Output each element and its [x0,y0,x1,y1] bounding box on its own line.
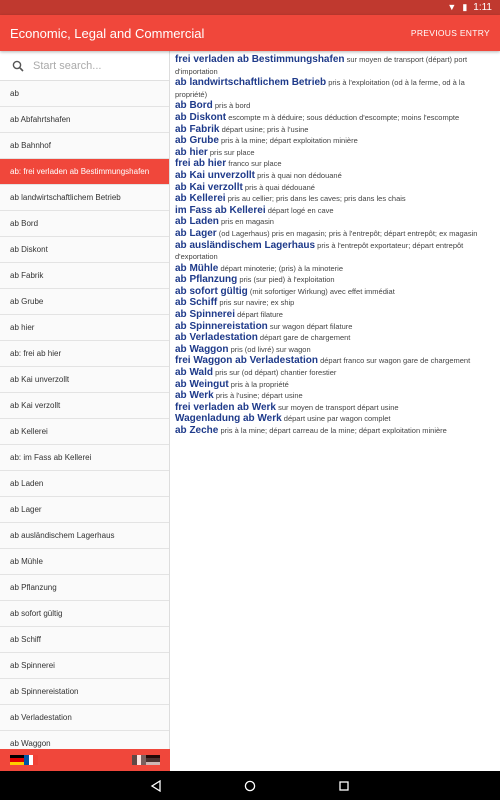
entry-definition: pris (od livré) sur wagon [230,344,311,354]
list-item[interactable]: ab: frei verladen ab Bestimmungshafen [0,159,169,185]
entry-headword[interactable]: ab Zeche [175,425,219,436]
entry-headword[interactable]: ab Weingut [175,378,229,390]
app-bar [0,15,500,51]
dictionary-entry [175,147,496,159]
dictionary-entry [175,54,496,77]
entry-headword[interactable]: ab Lager [175,227,217,239]
list-item[interactable]: ab Schiff [0,627,169,653]
list-item[interactable]: ab: im Fass ab Kellerei [0,445,169,471]
dictionary-entry [175,297,496,309]
dictionary-entry [175,112,496,124]
entry-definition: escompte m à déduire; sous déduction d'escompte; moins l'escompte [228,112,460,122]
entry-headword[interactable]: ab Schiff [175,297,218,309]
entry-headword[interactable]: ab Pflanzung [175,274,238,286]
list-item[interactable]: ab Diskont [0,237,169,263]
dictionary-entry [175,379,496,391]
entry-definition: départ logé en cave [267,205,334,215]
entry-definition: franco sur place [228,159,282,169]
dictionary-entry [175,286,496,298]
list-item[interactable]: ab Bahnhof [0,133,169,159]
list-item[interactable]: ab Fabrik [0,263,169,289]
dictionary-entry [175,309,496,321]
entry-definition: pris à la propriété [230,379,289,389]
entry-headword[interactable]: ab Kai unverzollt [175,169,256,181]
dictionary-entry [175,367,496,379]
dictionary-entry [175,77,496,100]
list-item[interactable]: ab Mühle [0,549,169,575]
entry-headword[interactable]: im Fass ab Kellerei [175,204,266,216]
list-item[interactable]: ab ausländischem Lagerhaus [0,523,169,549]
status-bar [0,0,500,15]
entry-headword[interactable]: ab Diskont [175,111,227,123]
list-item[interactable]: ab [0,81,169,107]
list-item[interactable]: ab Lager [0,497,169,523]
entry-definition: sur moyen de transport (départ) port d'importation [175,55,468,76]
entry-definition: pris à quai dédouané [244,182,315,192]
entry-headword[interactable]: frei ab hier [175,158,227,170]
dictionary-entry [175,413,496,425]
list-item[interactable]: ab Verladestation [0,705,169,731]
entry-headword[interactable]: ab sofort gültig [175,285,248,297]
list-item[interactable]: ab Spinnereistation [0,679,169,705]
entry-definition: pris à l'exploitation (od à la ferme, od à la propriété) [175,78,465,99]
entry-definition: pris en magasin [221,217,274,227]
fr-de-direction-button[interactable] [132,755,160,765]
entry-definition: sur wagon départ filature [269,321,353,331]
entry-headword[interactable]: ab Mühle [175,262,219,274]
dictionary-entry [175,240,496,263]
list-item[interactable]: ab Spinnerei [0,653,169,679]
dictionary-entry [175,100,496,112]
previous-entry-button[interactable]: PREVIOUS ENTRY [410,28,490,38]
wifi-icon: ▼ [447,2,457,12]
de-fr-direction-button[interactable] [10,755,38,765]
entry-headword[interactable]: ab Verladestation [175,332,258,344]
entry-headword[interactable]: ab Waggon [175,343,229,355]
french-flag-icon [132,755,146,765]
entry-headword[interactable]: ab Grube [175,135,219,147]
dictionary-entry [175,321,496,333]
language-bar [0,749,170,771]
entry-definition: pris au cellier; pris dans les caves; pris dans les chais [227,194,406,204]
dictionary-entry [175,390,496,402]
entry-headword[interactable]: Wagenladung ab Werk [175,413,282,425]
german-flag-icon [10,755,24,765]
entry-definition: (od Lagerhaus) pris en magasin; pris à l'entrepôt; départ entrepôt; ex magasin [218,228,478,238]
entry-list [0,81,169,749]
german-flag-icon [146,755,160,765]
sidebar [0,51,170,749]
list-item[interactable]: ab hier [0,315,169,341]
dictionary-entry [175,228,496,240]
entry-definition: pris sur (od départ) chantier forestier [215,368,337,378]
entry-definition: pris sur navire; ex ship [219,298,295,308]
entry-headword[interactable]: ab Fabrik [175,123,220,135]
list-item[interactable]: ab Waggon [0,731,169,749]
entry-definition: départ minoterie; (pris) à la minoterie [220,263,343,273]
status-time: 1:11 [473,2,492,13]
dictionary-entry [175,263,496,275]
dictionary-entry [175,425,496,437]
entry-headword[interactable]: frei verladen ab Werk [175,401,276,413]
list-item[interactable]: ab Kai verzollt [0,393,169,419]
dictionary-entry [175,274,496,286]
dictionary-entry [175,170,496,182]
dictionary-entry [175,355,496,367]
entry-definition: départ gare de chargement [259,333,351,343]
entry-headword[interactable]: ab Werk [175,390,214,402]
battery-icon: ▮ [462,2,468,12]
entry-headword[interactable]: ab Wald [175,367,213,379]
entry-headword[interactable]: ab Spinnerei [175,309,236,321]
dictionary-entry [175,182,496,194]
recents-icon[interactable] [337,779,351,793]
entry-content [171,51,500,769]
list-item[interactable]: ab Bord [0,211,169,237]
dictionary-entry [175,344,496,356]
list-item[interactable]: ab sofort gültig [0,601,169,627]
list-item[interactable]: ab Pflanzung [0,575,169,601]
entry-definition: sur moyen de transport départ usine [278,402,399,412]
list-item[interactable]: ab Grube [0,289,169,315]
home-icon[interactable] [243,779,257,793]
entry-definition: départ filature [237,310,283,320]
dictionary-entry [175,402,496,414]
entry-definition: (mit sofortiger Wirkung) avec effet immédiat [249,286,395,296]
dictionary-entry [175,193,496,205]
entry-definition: pris à la mine; départ exploitation minière [221,136,358,146]
entry-definition: pris à quai non dédouané [257,170,342,180]
list-item[interactable]: ab Abfahrtshafen [0,107,169,133]
list-item[interactable]: ab: frei ab hier [0,341,169,367]
search-icon [12,60,24,72]
entry-headword[interactable]: ab Bord [175,100,213,112]
search-input[interactable] [33,60,153,72]
entry-definition: départ usine par wagon complet [283,414,391,424]
entry-definition: pris (sur pied) à l'exploitation [239,275,335,285]
dictionary-entry [175,205,496,217]
entry-definition: pris à la mine; départ carreau de la mine; départ exploitation minière [220,426,447,435]
french-flag-icon [24,755,38,765]
list-item[interactable]: ab Kellerei [0,419,169,445]
entry-definition: départ usine; pris à l'usine [221,124,309,134]
dictionary-entry [175,332,496,344]
entry-headword[interactable]: frei verladen ab Bestimmungshafen [175,54,345,65]
dictionary-entry [175,158,496,170]
app-title: Economic, Legal and Commercial [10,25,205,41]
list-item[interactable]: ab Kai unverzollt [0,367,169,393]
entry-headword[interactable]: ab Spinnereistation [175,320,268,332]
entry-headword[interactable]: ab Kellerei [175,193,226,205]
list-item[interactable]: ab landwirtschaftlichem Betrieb [0,185,169,211]
entry-definition: pris à l'usine; départ usine [215,391,303,401]
entry-definition: pris à bord [214,101,251,111]
search-bar [0,51,169,81]
back-icon[interactable] [149,779,163,793]
entry-definition: pris sur place [209,147,255,157]
entry-headword[interactable]: ab hier [175,146,208,158]
system-nav-bar [0,771,500,800]
entry-headword[interactable]: ab Kai verzollt [175,181,243,193]
entry-headword[interactable]: ab Laden [175,216,219,228]
dictionary-entry [175,216,496,228]
entry-headword[interactable]: ab ausländischem Lagerhaus [175,239,316,251]
entry-definition: pris à l'entrepôt exportateur; départ entrepôt d'exportation [175,240,464,262]
dictionary-entry [175,124,496,136]
list-item[interactable]: ab Laden [0,471,169,497]
entry-headword[interactable]: ab landwirtschaftlichem Betrieb [175,77,327,89]
dictionary-entry [175,135,496,147]
entry-definition: départ franco sur wagon gare de chargement [320,356,471,366]
entry-headword[interactable]: frei Waggon ab Verladestation [175,355,318,367]
